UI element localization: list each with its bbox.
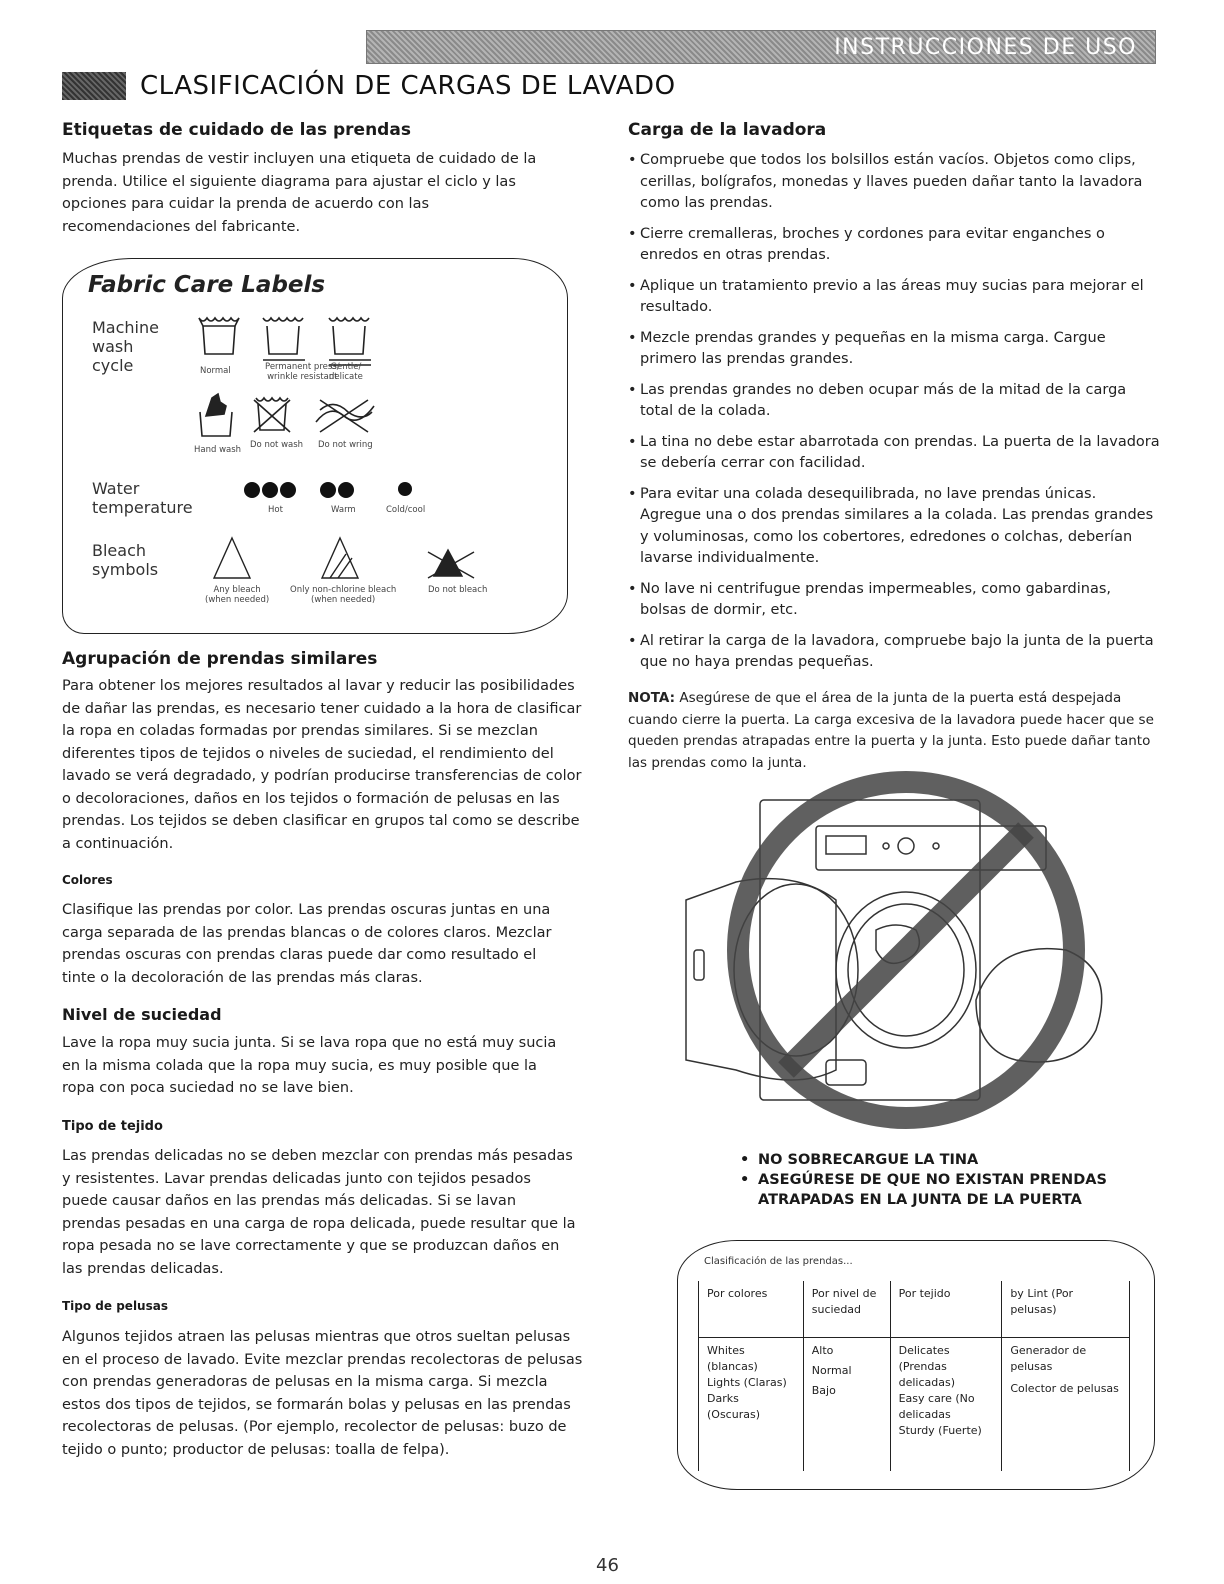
table-row (699, 1337, 1130, 1471)
table-header: Por colores (699, 1281, 804, 1337)
table-cell-lint: Generador de pelusas Colector de pelusas (1002, 1337, 1130, 1471)
list-item: • Al retirar la carga de la lavadora, compruebe bajo la junta de la puerta que no haya prendas pequeñas. (628, 631, 1160, 674)
warm-dots-icon (320, 482, 354, 498)
colors-text: Clasifique las prendas por color. Las prendas oscuras juntas en una carga separada de las prendas blancas o de colores claros. Mezclar prendas oscuras con prendas claras puede dar como resultado el tinte o la decoloración de las prendas más claras. (62, 902, 552, 986)
caption-non-chlorine-bleach: Only non-chlorine bleach (when needed) (290, 585, 397, 605)
list-item: • Mezcle prendas grandes y pequeñas en la misma carga. Cargue primero las prendas grandes. (628, 328, 1160, 371)
banner-title: INSTRUCCIONES DE USO (834, 35, 1137, 60)
fabric-type-text: Las prendas delicadas no se deben mezclar con prendas más pesadas y resistentes. Lavar prendas delicadas junto con tejidos pesados puede causar daños en las prendas más delicadas. Si se lavan prendas pesadas en una carga de ropa delicada, puede resultar que la ropa pesada no se lave correctamente y que se produzcan daños en las prendas delicadas. (62, 1148, 576, 1277)
lint-text: Algunos tejidos atraen las pelusas mientras que otros sueltan pelusas en el proceso de lavado. Evite mezclar prendas recolectoras de pelusas con prendas generadoras de pelusas en la misma carga. Si mezcla estos dos tipos de tejidos, se formarán bolas y pelusas en las prendas recolectoras de pelusas. (Por ejemplo, recolector de pelusas: buzo de tejido o punto; productor de pelusas: toalla de felpa). (62, 1329, 583, 1458)
cold-dot-icon (398, 482, 412, 496)
list-item: • Aplique un tratamiento previo a las áreas muy sucias para mejorar el resultado. (628, 276, 1160, 319)
caption-do-not-bleach: Do not bleach (428, 585, 488, 595)
page-number: 46 (596, 1555, 619, 1576)
table-cell-fabric: Delicates (Prendas delicadas) Easy care (No delicadas Sturdy (Fuerte) (890, 1337, 1002, 1471)
caption-permanent-press: Permanent press/ wrinkle resistant (265, 362, 340, 382)
water-temperature-label: Water temperature (92, 479, 193, 517)
fabric-type-heading: Tipo de tejido (62, 1119, 163, 1134)
caption-do-not-wring: Do not wring (318, 440, 373, 450)
colors-heading: Colores (62, 873, 113, 887)
list-item: • La tina no debe estar abarrotada con prendas. La puerta de la lavadora se debería cerrar con facilidad. (628, 432, 1160, 475)
note-label: NOTA: (628, 690, 676, 706)
table-header: by Lint (Por pelusas) (1002, 1281, 1130, 1337)
note-text: Asegúrese de que el área de la junta de la puerta está despejada cuando cierre la puerta. La carga excesiva de la lavadora puede hacer que se queden prendas atrapadas entre la puerta y la junta. Esto puede dañar tanto las prendas como la junta. (628, 690, 1154, 771)
caption-hot: Hot (268, 505, 283, 515)
sorting-caption: Clasificación de las prendas... (704, 1256, 853, 1267)
list-item: • No lave ni centrifugue prendas impermeables, como gabardinas, bolsas de dormir, etc. (628, 579, 1160, 622)
table-cell-colors: Whites (blancas) Lights (Claras) Darks (Oscuras) (699, 1337, 804, 1471)
care-labels-text: Muchas prendas de vestir incluyen una etiqueta de cuidado de la prenda. Utilice el siguiente diagrama para ajustar el ciclo y las opciones para cuidar la prenda de acuerdo con las recomendaciones del fabricante. (62, 151, 537, 235)
caption-cold: Cold/cool (386, 505, 426, 515)
fabric-care-title: Fabric Care Labels (88, 272, 326, 298)
soil-heading: Nivel de suciedad (62, 1005, 222, 1024)
table-header-row (699, 1281, 1130, 1337)
table-header: Por tejido (890, 1281, 1002, 1337)
overloaded-washer-illustration (676, 770, 1146, 1130)
caption-do-not-wash: Do not wash (250, 440, 304, 450)
bleach-triangle-icons (212, 536, 502, 582)
machine-wash-label: Machine wash cycle (92, 318, 159, 375)
grouping-text: Para obtener los mejores resultados al lavar y reducir las posibilidades de dañar las prendas, es necesario tener cuidado a la hora de clasificar la ropa en coladas formadas por prendas similares. Si se mezclan diferentes tipos de tejidos o niveles de suciedad, el rendimiento del lavado se verá degradado, y podrían producirse transferencias de color o decoloraciones, daños en los tejidos o formación de pelusas en las prendas. Los tejidos se deben clasificar en grupos tal como se describe a continuación. (62, 678, 582, 852)
list-item: • Para evitar una colada desequilibrada, no lave prendas únicas. Agregue una o dos prendas similares a la colada. Las prendas grandes y voluminosas, como los cobertores, edredones o colchas, deberían lavarse individualmente. (628, 484, 1160, 570)
note-paragraph (628, 688, 1160, 774)
table-cell-soil: Alto Normal Bajo (803, 1337, 890, 1471)
loading-heading: Carga de la lavadora (628, 120, 827, 140)
caption-any-bleach: Any bleach (when needed) (205, 585, 270, 605)
lint-heading: Tipo de pelusas (62, 1299, 168, 1313)
list-item: • Compruebe que todos los bolsillos están vacíos. Objetos como clips, cerillas, bolígrafos, monedas y llaves pueden dañar tanto la lavadora como las prendas. (628, 150, 1160, 215)
warning-item: • NO SOBRECARGUE LA TINA (740, 1150, 1140, 1170)
warning-list (740, 1150, 1140, 1210)
bleach-symbols-label: Bleach symbols (92, 541, 159, 579)
handwash-nowash-nowring-icons (196, 392, 376, 442)
section-title (62, 71, 676, 101)
warning-item: • ASEGÚRESE DE QUE NO EXISTAN PRENDAS ATRAPADAS EN LA JUNTA DE LA PUERTA (740, 1170, 1140, 1210)
caption-hand-wash: Hand wash (194, 445, 242, 455)
header-banner (366, 30, 1156, 64)
caption-normal: Normal (200, 366, 231, 376)
page-title: CLASIFICACIÓN DE CARGAS DE LAVADO (140, 71, 676, 101)
caption-warm: Warm (331, 505, 356, 515)
list-item: • Las prendas grandes no deben ocupar más de la mitad de la carga total de la colada. (628, 380, 1160, 423)
list-item: • Cierre cremalleras, broches y cordones para evitar enganches o enredos en otras prendas. (628, 224, 1160, 267)
title-block-marker (62, 72, 126, 100)
sorting-table (698, 1281, 1130, 1471)
caption-gentle: Gentle/ delicate (329, 362, 363, 382)
soil-text: Lave la ropa muy sucia junta. Si se lava ropa que no está muy sucia en la misma colada que la ropa muy sucia, es muy posible que la ropa con poca suciedad no se lave bien. (62, 1035, 557, 1096)
hot-dots-icon (244, 482, 296, 498)
care-labels-heading: Etiquetas de cuidado de las prendas (62, 120, 411, 140)
grouping-heading: Agrupación de prendas similares (62, 649, 378, 669)
loading-bullet-list (628, 150, 1160, 683)
table-header: Por nivel de suciedad (803, 1281, 890, 1337)
